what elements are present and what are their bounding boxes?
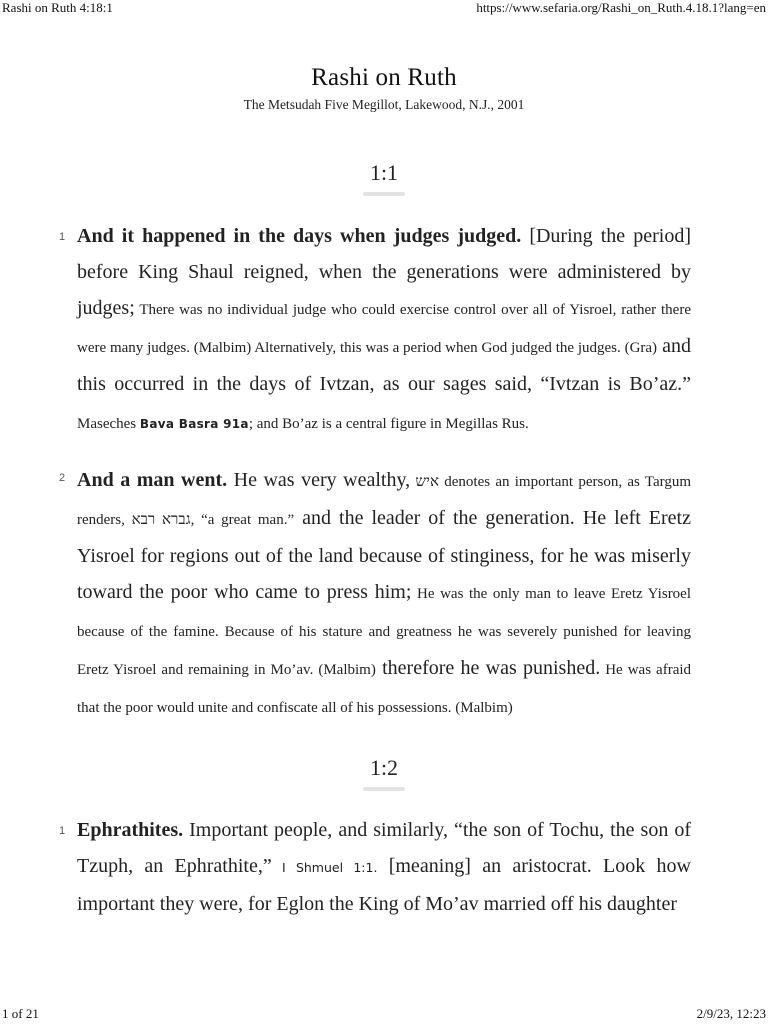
book-title: Rashi on Ruth <box>311 64 457 91</box>
commentary-segment[interactable] <box>77 812 691 922</box>
print-header <box>0 0 768 20</box>
section-heading-1-1[interactable]: 1:1 <box>369 160 399 185</box>
source-reference-link[interactable]: I Shmuel 1:1. <box>271 860 378 875</box>
source-reference-link[interactable]: Bava Basra 91a <box>139 417 249 431</box>
commentary-text: [During the period] before King Shaul reigned, when the generations were administered by judges; <box>77 225 691 319</box>
commentary-text: He was very wealthy, <box>227 469 411 491</box>
commentary-note: denotes an important person, as Targum renders, <box>77 474 691 528</box>
print-url: https://www.sefaria.org/Rashi_on_Ruth.4.18.1?lang=en <box>476 0 766 15</box>
hebrew-term: גברא רבא <box>131 512 191 528</box>
hebrew-term: איש <box>410 474 439 490</box>
segment-number[interactable]: 1 <box>59 231 66 243</box>
commentary-text: and the leader of the generation. He left Eretz Yisroel for regions out of the land because of stinginess, for he was miserly toward the poor who came to press him; <box>77 507 691 603</box>
commentary-text: [meaning] an aristocrat. Look how important they were, for Eglon the King of Mo’av married off his daughter <box>77 855 691 915</box>
commentary-segment[interactable] <box>77 462 691 726</box>
print-page-title: Rashi on Ruth 4:18:1 <box>2 0 113 15</box>
commentary-text: Important people, and similarly, “the son of Tochu, the son of Tzuph, an Ephrathite,” <box>77 819 691 877</box>
segment-number[interactable]: 2 <box>59 472 66 484</box>
commentary-note: He was the only man to leave Eretz Yisroel because of the famine. Because of his stature and greatness he was severely punished for leaving Eretz Yisroel and remaining in Mo’av. (Malbim) <box>77 586 692 678</box>
dibur-hamatchil: And it happened in the days when judges judged. <box>77 225 522 247</box>
section-heading-1-2[interactable]: 1:2 <box>369 755 399 780</box>
commentary-note: ; and Bo’az is a central figure in Megillas Rus. <box>248 416 529 432</box>
commentary-note: , “a great man.” <box>190 512 295 528</box>
print-page-count: 1 of 21 <box>2 1006 39 1021</box>
commentary-segment[interactable] <box>77 218 691 442</box>
section-divider <box>363 787 405 791</box>
dibur-hamatchil: Ephrathites. <box>77 819 184 841</box>
commentary-text: and this occurred in the days of Ivtzan, as our sages said, “Ivtzan is Bo’az.” <box>77 335 692 395</box>
segment-number[interactable]: 1 <box>59 825 66 837</box>
commentary-note: There was no individual judge who could exercise control over all of Yisroel, rather there were many judges. (Malbim) Alternatively, this was a period when God judged the judges. (Gra) <box>77 302 691 356</box>
print-datetime: 2/9/23, 12:23 <box>696 1006 766 1021</box>
dibur-hamatchil: And a man went. <box>77 469 228 491</box>
commentary-text: therefore he was punished. <box>382 657 601 679</box>
print-footer <box>0 1006 768 1026</box>
section-divider <box>363 192 405 196</box>
commentary-note: Maseches <box>77 416 140 432</box>
book-source: The Metsudah Five Megillot, Lakewood, N.J., 2001 <box>243 97 525 112</box>
commentary-note: He was afraid that the poor would unite and confiscate all of his possessions. (Malbim) <box>77 662 692 716</box>
